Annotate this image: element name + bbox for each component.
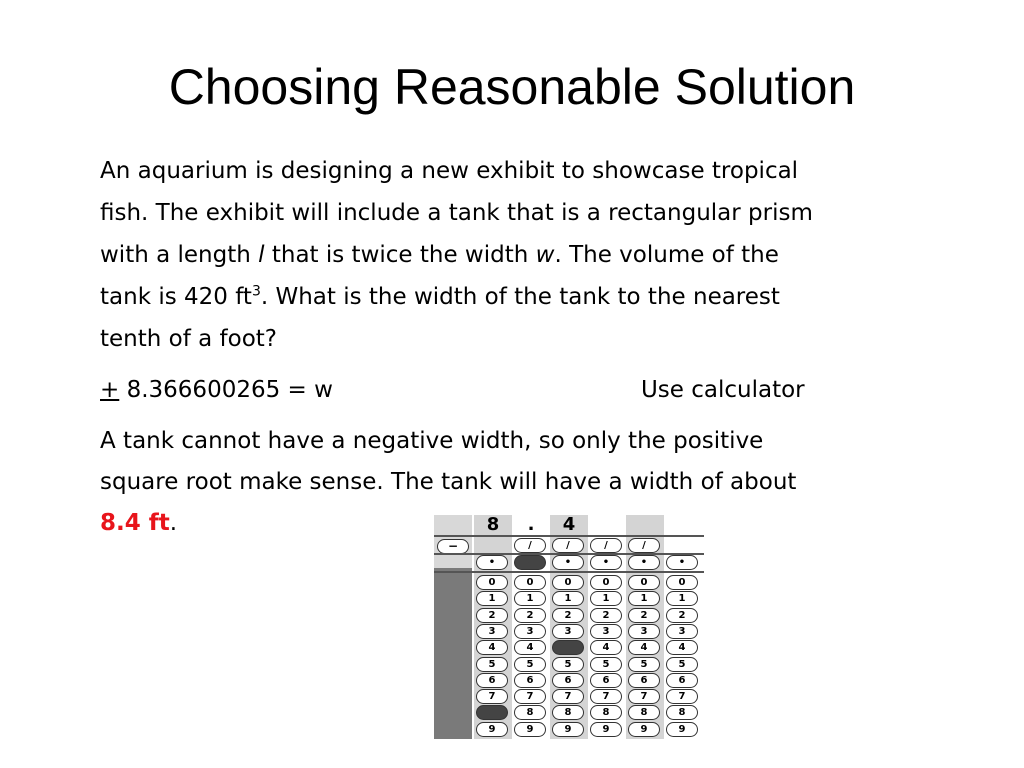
problem-line-3b: that is twice the width: [264, 242, 536, 268]
digit-bubble: 3: [552, 624, 584, 639]
digit-bubble: 5: [666, 657, 698, 672]
grid-header-cell: 4: [562, 514, 576, 535]
digit-bubble: 1: [476, 591, 508, 606]
slash-bubble: /: [590, 538, 622, 553]
digit-bubble: 8: [514, 705, 546, 720]
slide-title: Choosing Reasonable Solution: [168, 59, 856, 115]
work-expression: 8.366600265 = w: [119, 377, 333, 403]
digit-bubble: 8: [666, 705, 698, 720]
exponent: 3: [251, 283, 261, 300]
digit-bubble: 4: [666, 640, 698, 655]
digit-bubble: 9: [590, 722, 622, 737]
conclusion-line-2: square root make sense. The tank will have a width of about: [100, 469, 797, 495]
digit-bubble: 8: [628, 705, 660, 720]
digit-bubble: 7: [666, 689, 698, 704]
digit-bubble: 3: [514, 624, 546, 639]
work-line: [100, 370, 980, 411]
digit-bubble: 4: [552, 640, 584, 655]
digit-bubble: 3: [628, 624, 660, 639]
digit-bubble: 0: [666, 575, 698, 590]
problem-line-3a: with a length: [100, 242, 259, 268]
digit-bubble: 9: [552, 722, 584, 737]
grid-header-cell: [626, 515, 664, 535]
var-l: l: [258, 242, 265, 268]
digit-bubble: 2: [476, 608, 508, 623]
plus-minus-sign: +: [100, 377, 120, 403]
digit-bubble: 0: [590, 575, 622, 590]
problem-line-2: fish. The exhibit will include a tank that is a rectangular prism: [100, 200, 813, 226]
problem-line-4b: . What is the width of the tank to the nearest: [260, 284, 780, 310]
decimal-bubble: •: [590, 555, 622, 570]
grid-divider: [434, 535, 704, 537]
digit-bubble: 1: [514, 591, 546, 606]
decimal-bubble: •: [628, 555, 660, 570]
problem-line-5: tenth of a foot?: [100, 326, 278, 352]
digit-bubble: 9: [476, 722, 508, 737]
slash-bubble: /: [552, 538, 584, 553]
digit-bubble: 6: [590, 673, 622, 688]
digit-bubble: 8: [552, 705, 584, 720]
digit-bubble: 9: [628, 722, 660, 737]
answer-value: 8.4 ft: [100, 510, 170, 536]
digit-bubble: 5: [552, 657, 584, 672]
digit-bubble: 9: [666, 722, 698, 737]
digit-bubble: 3: [666, 624, 698, 639]
digit-bubble: 4: [476, 640, 508, 655]
digit-bubble: 6: [552, 673, 584, 688]
digit-bubble: 7: [514, 689, 546, 704]
digit-bubble: 0: [628, 575, 660, 590]
digit-bubble: 7: [628, 689, 660, 704]
problem-line-4a: tank is 420 ft: [100, 284, 252, 310]
digit-bubble: 2: [590, 608, 622, 623]
problem-line-1: An aquarium is designing a new exhibit to showcase tropical: [100, 158, 799, 184]
digit-bubble: 4: [514, 640, 546, 655]
digit-bubble: 7: [552, 689, 584, 704]
digit-bubble: 0: [514, 575, 546, 590]
answer-grid: [434, 515, 704, 739]
digit-bubble: 6: [476, 673, 508, 688]
conclusion-line-1: A tank cannot have a negative width, so only the positive: [100, 428, 764, 454]
digit-bubble: 8: [590, 705, 622, 720]
digit-bubble: 5: [476, 657, 508, 672]
digit-bubble: 5: [514, 657, 546, 672]
digit-bubble: 9: [514, 722, 546, 737]
grid-header-cell: .: [527, 514, 535, 535]
digit-bubble: 6: [514, 673, 546, 688]
digit-bubble: 3: [590, 624, 622, 639]
grid-sign-column-shade: [434, 568, 472, 739]
conclusion-end: .: [169, 510, 178, 536]
grid-header-cell: [664, 515, 702, 535]
digit-bubble: 8: [476, 705, 508, 720]
work-note: Use calculator: [640, 377, 805, 403]
grid-divider: [434, 553, 704, 555]
digit-bubble: 1: [628, 591, 660, 606]
decimal-bubble: •: [476, 555, 508, 570]
digit-bubble: 0: [552, 575, 584, 590]
decimal-bubble: •: [666, 555, 698, 570]
digit-bubble: 1: [666, 591, 698, 606]
digit-bubble: 4: [590, 640, 622, 655]
digit-bubble: 6: [666, 673, 698, 688]
grid-header-cell: 8: [486, 514, 500, 535]
digit-bubble: 1: [552, 591, 584, 606]
slash-bubble: /: [514, 538, 546, 553]
digit-bubble: 5: [590, 657, 622, 672]
var-w: w: [535, 242, 555, 268]
digit-bubble: 7: [590, 689, 622, 704]
digit-bubble: 4: [628, 640, 660, 655]
digit-bubble: 5: [628, 657, 660, 672]
digit-bubble: 2: [666, 608, 698, 623]
digit-bubble: 2: [514, 608, 546, 623]
digit-bubble: 0: [476, 575, 508, 590]
digit-bubble: 6: [628, 673, 660, 688]
problem-line-3c: . The volume of the: [554, 242, 779, 268]
decimal-bubble: •: [514, 555, 546, 570]
slash-bubble: /: [628, 538, 660, 553]
grid-header-cell: [588, 515, 626, 535]
slide-body: [100, 150, 980, 554]
minus-bubble: −: [437, 539, 469, 554]
grid-divider: [434, 571, 704, 573]
digit-bubble: 3: [476, 624, 508, 639]
digit-bubble: 7: [476, 689, 508, 704]
problem-text: [100, 150, 980, 360]
digit-bubble: 1: [590, 591, 622, 606]
decimal-bubble: •: [552, 555, 584, 570]
digit-bubble: 2: [552, 608, 584, 623]
digit-bubble: 2: [628, 608, 660, 623]
